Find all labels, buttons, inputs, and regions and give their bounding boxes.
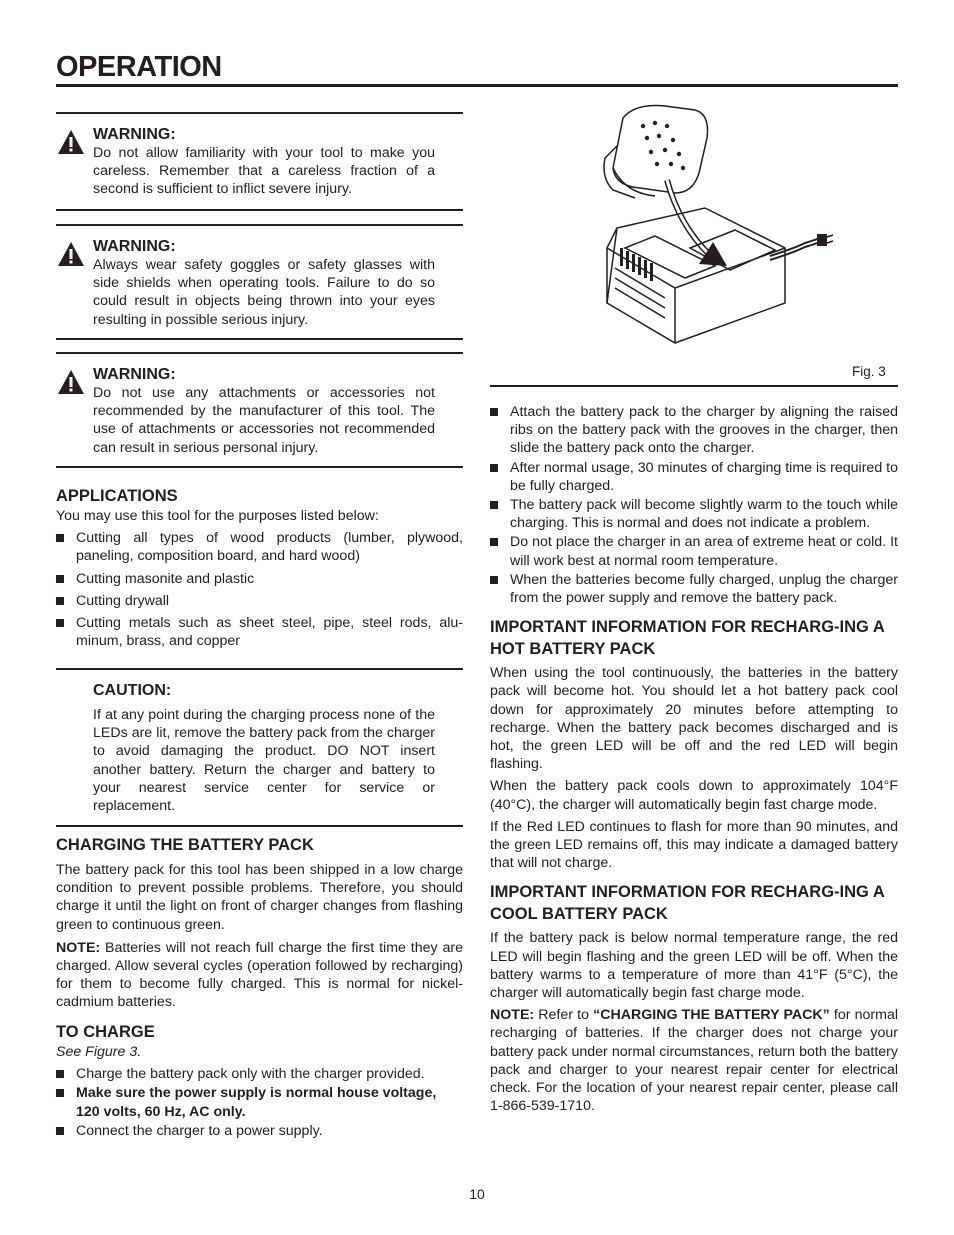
warning-heading: WARNING: (93, 126, 176, 143)
right-column-text (490, 403, 898, 1116)
cool-battery-heading: IMPORTANT INFORMATION FOR RECHARG-ING A COOL BATTERY PACK (490, 883, 885, 924)
list-item: Make sure the power supply is normal house voltage, 120 volts, 60 Hz, AC only. (56, 1084, 463, 1120)
list-item: After normal usage, 30 minutes of charging time is required to be fully charged. (490, 459, 898, 495)
caution-rule (56, 668, 463, 670)
caution-box (93, 682, 435, 815)
list-item: Cutting metals such as sheet steel, pipe, steel rods, alu-minum, brass, and copper (56, 614, 463, 650)
cool-battery-paragraph: If the battery pack is below normal temperature range, the red LED will begin flashing and the green LED will be off. When the battery warms to a temperature of more than 41°F (5°C), the charger will automatically begin fast charge mode. (490, 930, 898, 1002)
note-text: for normal recharging of batteries. If the charger does not charge your battery pack under normal circumstances, return both the battery pack and charger to your nearest repair center for electrical check. For the location of your nearest repair center, please call 1-866-539-1710. (490, 1007, 898, 1115)
applications-section (56, 485, 463, 650)
list-item: When the batteries become fully charged, unplug the charger from the power supply and remove the battery pack. (490, 571, 898, 607)
warning-box (93, 238, 435, 329)
warning-heading: WARNING: (93, 238, 176, 255)
warning-text: Always wear safety goggles or safety glasses with side shields when operating tools. Failure to do so could result in objects being thrown into your eyes resulting in possible serious injury. (93, 257, 435, 328)
list-item: The battery pack will become slightly warm to the touch while charging. This is normal and does not indicate a problem. (490, 496, 898, 532)
hot-battery-heading: IMPORTANT INFORMATION FOR RECHARG-ING A HOT BATTERY PACK (490, 618, 885, 659)
warning-box (93, 126, 435, 199)
note-label: NOTE: (56, 939, 101, 956)
title-rule (56, 84, 898, 87)
to-charge-heading: TO CHARGE (56, 1023, 155, 1041)
caution-rule (56, 825, 463, 827)
hot-battery-paragraph: When the battery pack cools down to approximately 104°F (40°C), the charger will automatically begin fast charge mode. (490, 778, 898, 813)
warning-rule (56, 338, 463, 340)
warning-box (93, 366, 435, 457)
warning-triangle-icon (57, 129, 85, 155)
page-title: OPERATION (56, 51, 222, 83)
warning-triangle-icon (57, 241, 85, 267)
hot-battery-paragraph: When using the tool continuously, the batteries in the battery pack will become hot. You should let a hot battery pack cool down for approximately 20 minutes before attempting to recharge. When the battery pack becomes discharged and is hot, the green LED will be off and the red LED will begin flashing. (490, 665, 898, 773)
warning-rule (56, 209, 463, 211)
warning-text: Do not use any attachments or accessories not recommended by the manufacturer of this tool. The use of attachments or accessories not recommended can result in serious personal injury. (93, 385, 435, 456)
charging-steps-list (490, 403, 898, 607)
hot-battery-paragraph: If the Red LED continues to flash for more than 90 minutes, and the green LED remains off, this may indicate a damaged battery that will not charge. (490, 818, 898, 872)
warning-text: Do not allow familiarity with your tool to make you careless. Remember that a careless fraction of a second is sufficient to inflict severe injury. (93, 145, 435, 198)
page-number: 10 (469, 1186, 485, 1202)
list-item: Cutting masonite and plastic (56, 570, 463, 588)
list-item: Attach the battery pack to the charger by aligning the raised ribs on the battery pack with the grooves in the charger, then slide the battery pack onto the charger. (490, 403, 898, 458)
charging-text: The battery pack for this tool has been shipped in a low charge condition to prevent possible problems. Therefore, you should charge it until the light on front of charger changes from flashing green to continuous green. (56, 862, 463, 933)
list-item: Do not place the charger in an area of extreme heat or cold. It will work best at normal room temperature. (490, 533, 898, 569)
applications-intro: You may use this tool for the purposes listed below: (56, 508, 379, 524)
figure-caption: Fig. 3 (852, 364, 886, 379)
figure-rule (490, 385, 898, 387)
cool-battery-note (490, 1006, 898, 1115)
caution-heading: CAUTION: (93, 682, 172, 699)
charging-heading: CHARGING THE BATTERY PACK (56, 836, 314, 854)
charging-section (56, 834, 463, 1012)
battery-charger-illustration (595, 98, 835, 353)
applications-list (56, 529, 463, 650)
list-item: Cutting all types of wood products (lumber, plywood, paneling, composition board, and hard wood) (56, 529, 463, 565)
list-item: Charge the battery pack only with the charger provided. (56, 1065, 463, 1083)
list-item: Cutting drywall (56, 592, 463, 610)
applications-heading: APPLICATIONS (56, 487, 178, 505)
charging-note (56, 939, 463, 1012)
note-reference: “CHARGING THE BATTERY PACK” (593, 1007, 830, 1024)
warning-rule (56, 112, 463, 114)
warning-heading: WARNING: (93, 366, 176, 383)
warning-triangle-icon (57, 369, 85, 395)
note-text: Batteries will not reach full charge the first time they are charged. Allow several cycles (operation followed by recharging) for them to become fully charged. This is normal for nickel-cadmium batteries. (56, 939, 463, 1011)
see-figure-ref: See Figure 3. (56, 1044, 142, 1060)
note-label: NOTE: (490, 1007, 535, 1024)
caution-text: If at any point during the charging process none of the LEDs are lit, remove the battery pack from the charger to avoid damaging the product. DO NOT insert another battery. Return the charger and battery to your nearest service center for service or replacement. (93, 707, 435, 815)
warning-rule (56, 224, 463, 226)
list-item: Connect the charger to a power supply. (56, 1122, 463, 1140)
to-charge-section (56, 1021, 463, 1140)
warning-rule (56, 466, 463, 468)
note-text: Refer to (534, 1007, 594, 1024)
to-charge-list (56, 1065, 463, 1140)
warning-rule (56, 352, 463, 354)
